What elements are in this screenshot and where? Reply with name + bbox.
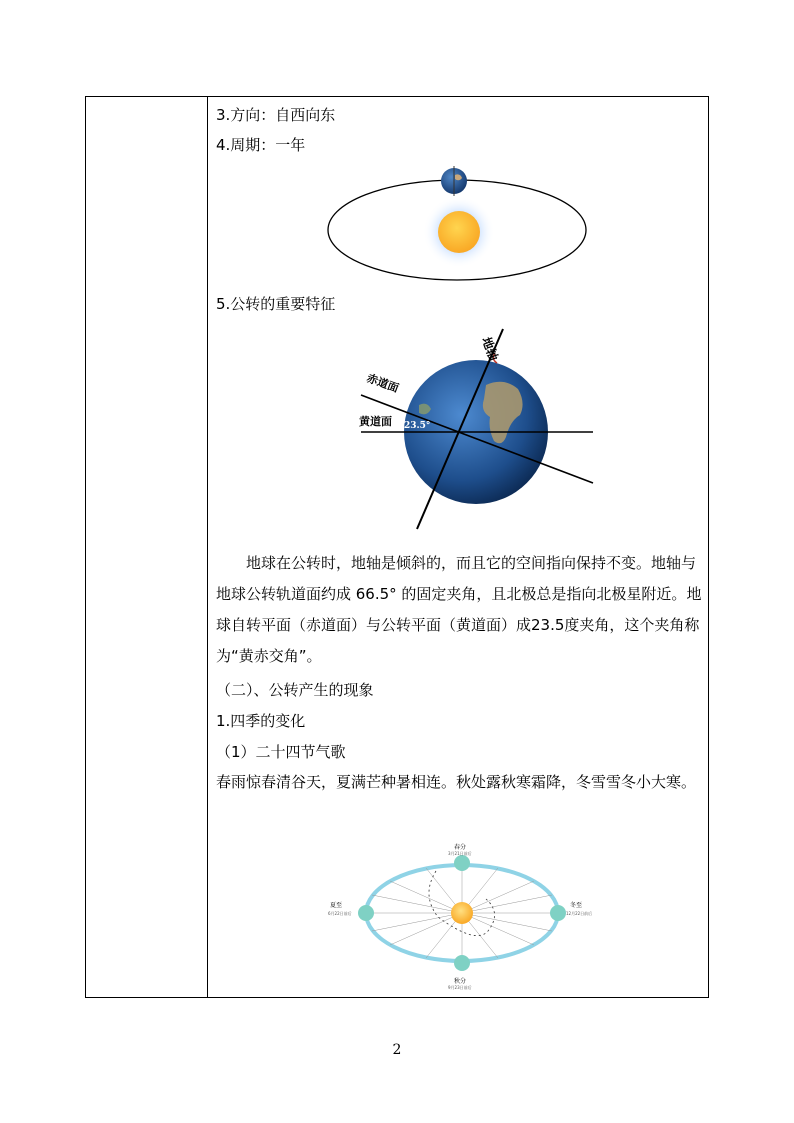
equator-label: 赤道面 xyxy=(364,371,401,396)
content-table xyxy=(85,96,709,998)
seasons-heading: 1.四季的变化 xyxy=(216,712,306,730)
spring-label: 春分 xyxy=(454,844,467,851)
sun-icon xyxy=(451,902,473,924)
orbit-diagram xyxy=(326,167,606,287)
summer-label: 夏至 xyxy=(330,902,343,909)
winter-date: 12月22日前后 xyxy=(566,911,593,916)
song-heading: （1）二十四节气歌 xyxy=(216,743,346,761)
direction-line: 3.方向：自西向东 xyxy=(216,106,336,124)
angle-label: 23.5° xyxy=(404,421,431,431)
revolution-paragraph: 地球在公转时，地轴是倾斜的，而且它的空间指向保持不变。地轴与地球公转轨道面约成 66.5° 的固定夹角，且北极总是指向北极星附近。地球自转平面（赤道面）与公转平面（黄道面）成23.5度夹角，这个夹角称为“黄赤交角”。 xyxy=(216,554,702,665)
summer-planet xyxy=(358,905,374,921)
period-line: 4.周期：一年 xyxy=(216,136,306,154)
spring-date: 3月21日前后 xyxy=(448,851,472,856)
solar-terms-song: 春雨惊春清谷天，夏满芒种暑相连。秋处露秋寒霜降，冬雪雪冬小大寒。 xyxy=(216,773,697,791)
winter-label: 冬至 xyxy=(570,902,583,909)
autumn-label: 秋分 xyxy=(454,978,467,985)
autumn-date: 9月23日前后 xyxy=(448,985,472,990)
winter-planet xyxy=(550,905,566,921)
page-number: 2 xyxy=(392,1042,402,1058)
feature-heading: 5.公转的重要特征 xyxy=(216,295,336,313)
spring-planet xyxy=(454,855,470,871)
axis-label: 地轴 xyxy=(479,335,501,363)
ecliptic-label: 黄道面 xyxy=(359,415,392,428)
earth-tilt-diagram xyxy=(359,325,586,540)
sun-icon xyxy=(438,211,480,253)
summer-date: 6月22日前后 xyxy=(328,911,352,916)
autumn-planet xyxy=(454,955,470,971)
solar-terms-diagram xyxy=(326,835,596,995)
column-divider xyxy=(207,97,208,997)
section-heading: （二）、公转产生的现象 xyxy=(216,681,374,699)
